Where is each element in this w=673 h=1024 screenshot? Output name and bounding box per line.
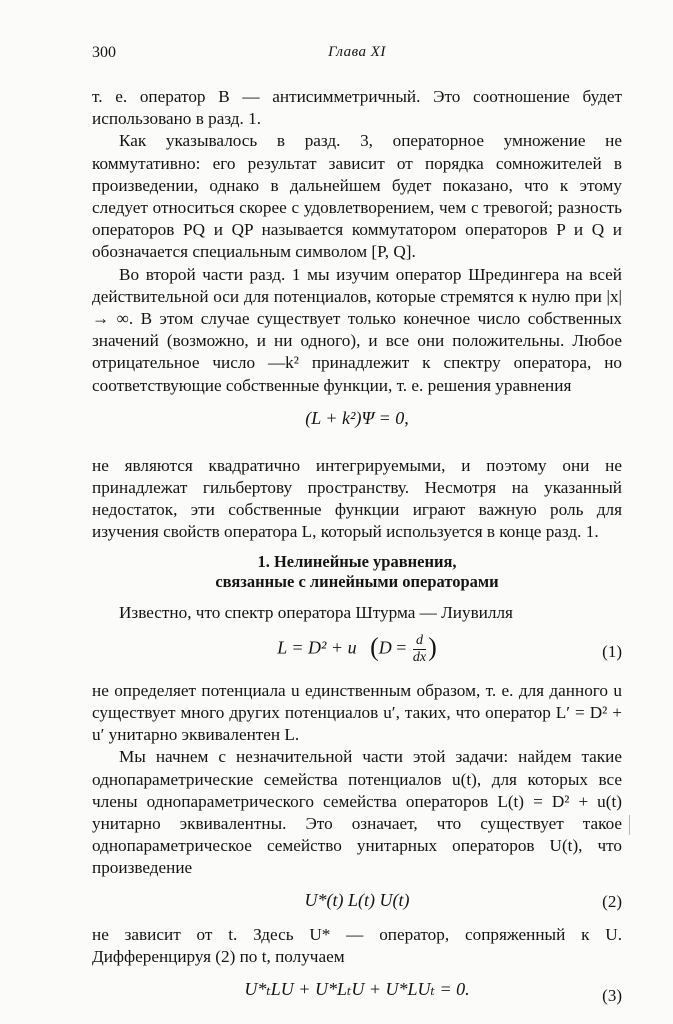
equation-2: U*(t) L(t) U(t) (2)	[92, 880, 622, 924]
page-body	[92, 86, 622, 1024]
equation-1-left: L = D² + u	[277, 637, 357, 658]
paragraph: не определяет потенциала u единственным образом, т. е. для данного u существует много других потенциалов u′, таких, что оператор L′ = D² + u′ унитарно эквивалентен L.	[92, 680, 622, 745]
equation-number: (3)	[602, 985, 622, 1005]
paragraph: Во второй части разд. 1 мы изучим оператор Шредингера на всей действительной оси для потенциалов, которые стремятся к нулю при |x| → ∞. В этом случае существует только конечное число собственных значений (возможно, и ни одного), и все они положительны. Любое отрицательное число —k² принадлежит к спектру оператора, но соответствующие собственные функции, т. е. решения уравнения	[92, 264, 622, 395]
equation-number: (1)	[602, 641, 622, 661]
paragraph: не являются квадратично интегрируемыми, и поэтому они не принадлежат гильбертову пространству. Несмотря на указанный недостаток, эти собственные функции играют важную роль для изучения свойств оператора L, который используется в конце разд. 1.	[92, 455, 622, 542]
margin-mark	[629, 815, 630, 835]
paragraph: т. е. оператор B — антисимметричный. Это соотношение будет использовано в разд. 1.	[92, 87, 622, 129]
equation-3: U*ₜLU + U*LₜU + U*LUₜ = 0. (3)	[92, 968, 622, 1024]
equation-1: L = D² + u (D = $\frac{d}{dx}$ ) (1)	[277, 632, 622, 665]
derivative-fraction: $\frac{d}{dx}$	[412, 632, 427, 665]
equation-schrodinger: (L + k²)Ψ = 0,	[305, 407, 409, 428]
paragraph: не зависит от t. Здесь U* — оператор, сопряженный к U. Дифференцируя (2) по t, получаем	[92, 924, 622, 966]
section-heading-line: связанные с линейными операторами	[215, 571, 499, 591]
paragraph: Мы начнем с незначительной части этой задачи: найдем такие однопараметрические семейства потенциалов u(t), для которых все члены однопараметрического семейства операторов L(t) = D² + u(t) унитарно эквивалентны. Это означает, что существует такое однопараметрическое семейство унитарных операторов U(t), что произведение	[92, 747, 622, 878]
paragraph: Как указывалось в разд. 3, операторное умножение не коммутативно: его результат зависит от порядка сомножителей в произведении, однако в дальнейшем будет показано, что к этому следует относиться скорее с удовлетворением, чем с тревогой; разность операторов PQ и QP называется коммутатором операторов P и Q и обозначается специальным символом [P, Q].	[92, 131, 622, 262]
equation-number: (2)	[602, 891, 622, 911]
paragraph: Известно, что спектр оператора Штурма — Лиувилля	[119, 602, 513, 622]
section-heading-line: 1. Нелинейные уравнения,	[257, 551, 457, 571]
section-heading	[92, 552, 622, 592]
page-header	[92, 44, 622, 68]
chapter-title: Глава XI	[328, 44, 386, 60]
page-number: 300	[92, 44, 116, 61]
